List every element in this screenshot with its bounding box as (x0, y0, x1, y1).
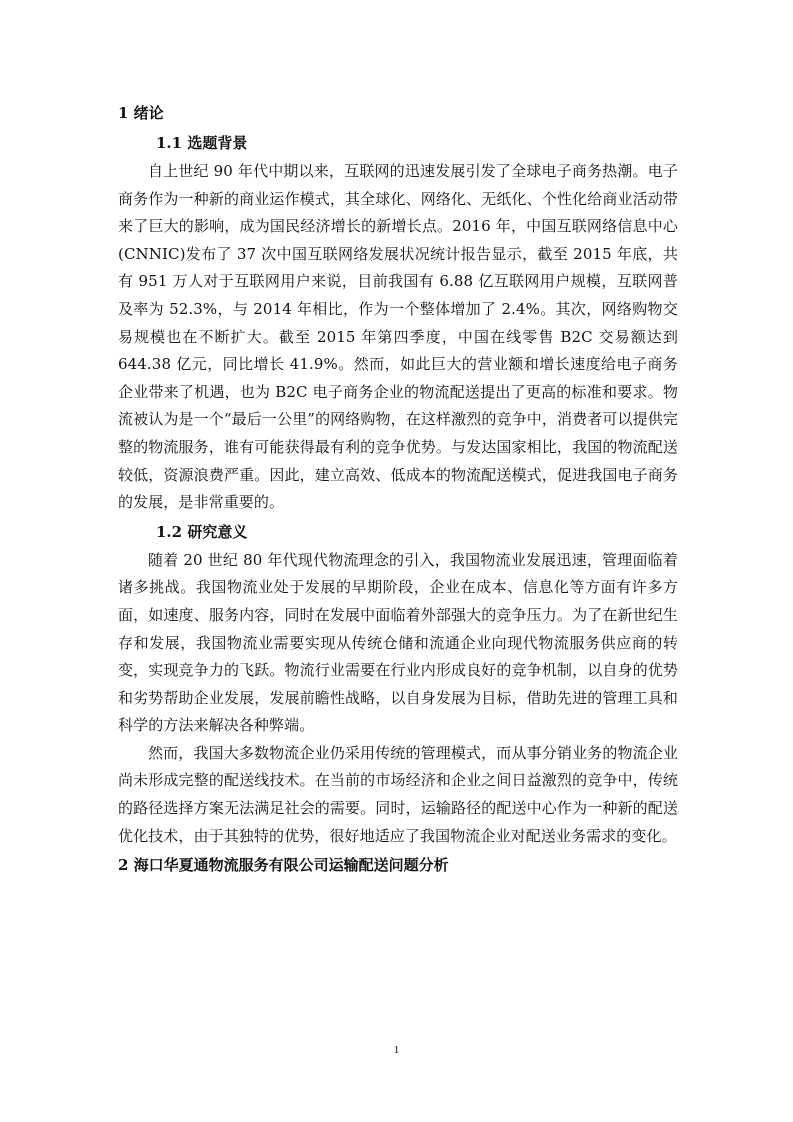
section-1-2-paragraph-1: 随着 20 世纪 80 年代现代物流理念的引入，我国物流业发展迅速，管理面临着诸多挑战。我国物流业处于发展的早期阶段，企业在成本、信息化等方面有许多方面，如速度、服务内容，同时在发展中面临着外部强大的竞争压力。为了在新世纪生存和发展，我国物流业需要实现从传统仓储和流通企业向现代物流服务供应商的转变，实现竞争力的飞跃。物流行业需要在行业内形成良好的竞争机制，以自身的优势和劣势帮助企业发展，发展前瞻性战略，以自身发展为目标，借助先进的管理工具和科学的方法来解决各种弊端。 (118, 550, 678, 735)
page-content (118, 98, 678, 880)
section-1-1-heading: 1.1 选题背景 (156, 134, 248, 152)
section-1-2-paragraph-2: 然而，我国大多数物流企业仍采用传统的管理模式，而从事分销业务的物流企业尚未形成完整的配送线技术。在当前的市场经济和企业之间日益激烈的竞争中，传统的路径选择方案无法满足社会的需要。同时，运输路径的配送中心作为一种新的配送优化技术，由于其独特的优势，很好地适应了我国物流企业对配送业务需求的变化。 (118, 743, 678, 845)
chapter-1-heading: 1 绪论 (118, 104, 164, 122)
page-number: 1 (393, 1044, 400, 1056)
chapter-2-heading: 2 海口华夏通物流服务有限公司运输配送问题分析 (118, 856, 449, 875)
section-1-1-paragraph: 自上世纪 90 年代中期以来，互联网的迅速发展引发了全球电子商务热潮。电子商务作为一种新的商业运作模式，其全球化、网络化、无纸化、个性化给商业活动带来了巨大的影响，成为国民经济增长的新增长点。2016 年，中国互联网络信息中心(CNNIC)发布了 37 次中国互联网络发展状况统计报告显示，截至 2015 年底，共有 951 万人对于互联网用户来说，目前我国有 6.88 亿互联网用户规模，互联网普及率为 52.3%，与 2014 年相比，作为一个整体增加了 2.4%。其次，网络购物交易规模也在不断扩大。截至 2015 年第四季度，中国在线零售 B2C 交易额达到 644.38 亿元，同比增长 41.9%。然而，如此巨大的营业额和增长速度给电子商务企业带来了机遇，也为 B2C 电子商务企业的物流配送提出了更高的标准和要求。物流被认为是一个“最后一公里”的网络购物，在这样激烈的竞争中，消费者可以提供完整的物流服务，谁有可能获得最有利的竞争优势。与发达国家相比，我国的物流配送较低，资源浪费严重。因此，建立高效、低成本的物流配送模式，促进我国电子商务的发展，是非常重要的。 (118, 162, 678, 512)
section-1-2-heading: 1.2 研究意义 (156, 522, 248, 541)
